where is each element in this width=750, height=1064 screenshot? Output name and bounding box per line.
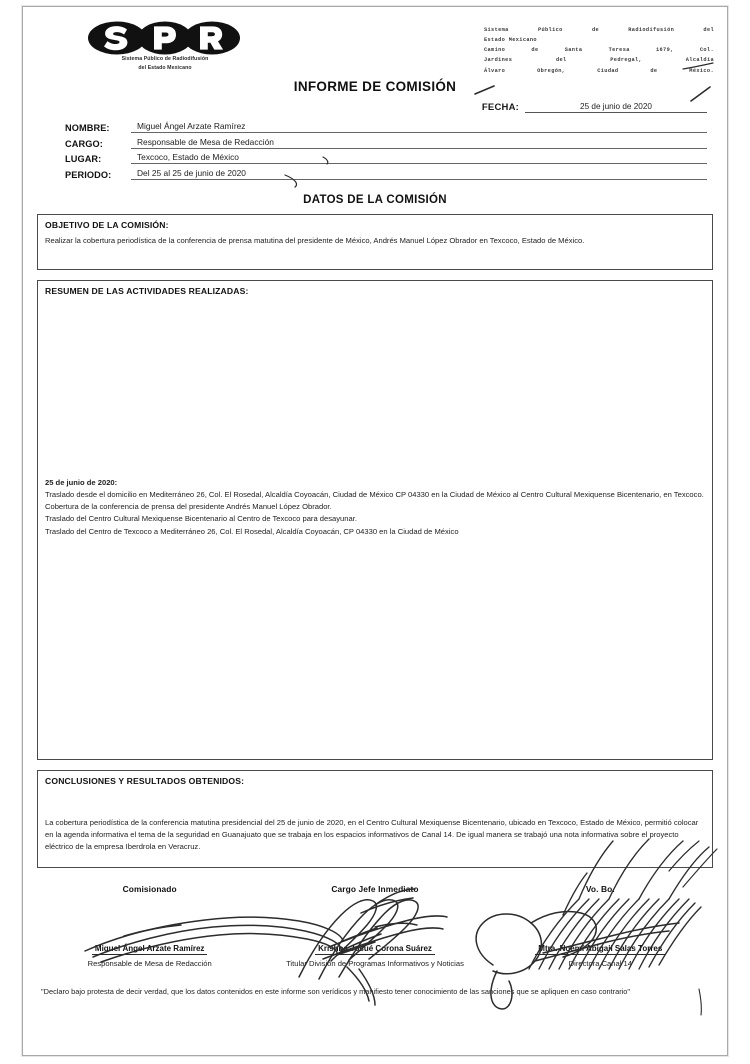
signature-name-3: Mtra. Noemí Abigail Salas Torres (535, 944, 665, 955)
objetivo-text: Realizar la cobertura periodística de la conferencia de prensa matutina del presidente de México, Andrés Manuel López Obrador en Texcoco, Estado de México. (45, 235, 585, 245)
commission-fields (37, 121, 713, 180)
address-line-2: Estado Mexicano (484, 37, 537, 44)
actividades-date-heading: 25 de junio de 2020: (45, 477, 118, 487)
signature-role-1: Comisionado (122, 883, 177, 894)
objetivo-title: OBJETIVO DE LA COMISIÓN: (45, 219, 169, 230)
signature-title-2: Titular División de Programas Informativos y Noticias (286, 958, 464, 968)
signature-title-3: Directora Canal 14 (568, 958, 632, 968)
conclusiones-box (37, 770, 713, 868)
value-lugar: Texcoco, Estado de México (131, 152, 707, 164)
label-periodo: PERIODO: (65, 169, 112, 180)
actividades-line-4: Traslado del Centro de Texcoco a Mediterráneo 26, Col. El Rosedal, Alcaldía Coyoacán, CP 04330 en la Ciudad de México (45, 526, 459, 536)
actividades-blank-space (45, 301, 705, 477)
conclusiones-text: La cobertura periodística de la conferencia matutina presidencial del 25 de junio de 2020, en el Centro Cultural Mexiquense Bicentenario, ubicado en Texcoco, Estado de México, permitió colocar en la agenda informativa el tema de la seguridad en Guanajuato que se trabaja en los espacios informativos de Canal 14. De igual manera se trabajó una nota informativa sobre el proyecto eléctrico de la empresa Iberdrola en Veracruz. (45, 817, 699, 852)
address-line-3: Camino de Santa Teresa 1679, Col. (484, 47, 714, 54)
scanned-document-page (22, 6, 728, 1056)
spr-logo (75, 21, 255, 72)
actividades-line-3: Traslado del Centro Cultural Mexiquense Bicentenario al Centro de Texcoco para desayunar. (45, 514, 357, 524)
conclusiones-blank-space (45, 791, 705, 817)
title-row (37, 77, 713, 119)
document-header (37, 17, 713, 77)
fecha-value: 25 de junio de 2020 (525, 102, 707, 113)
signature-role-2: Cargo Jefe Inmediato (331, 883, 419, 894)
signature-block-vobo (488, 884, 713, 969)
field-row-cargo (65, 137, 707, 149)
actividades-title: RESUMEN DE LAS ACTIVIDADES REALIZADAS: (45, 285, 249, 296)
signature-name-2: Krishna Josué Corona Suárez (315, 944, 435, 955)
actividades-body (45, 477, 705, 538)
field-row-lugar (65, 152, 707, 164)
declaration-text: "Declaro bajo protesta de decir verdad, que los datos contenidos en este informe son verídicos y manifiesto tener conocimiento de las sanciones que se apliquen en caso contrario" (41, 986, 631, 996)
value-cargo: Responsable de Mesa de Redacción (131, 137, 707, 149)
conclusiones-body (45, 817, 705, 854)
fecha-field (482, 102, 707, 113)
logo-subtitle-line-1: Sistema Público de Radiodifusión (121, 56, 209, 62)
label-lugar: LUGAR: (65, 154, 102, 164)
actividades-line-1: Traslado desde el domicilio en Mediterráneo 26, Col. El Rosedal, Alcaldía Coyoacán, Ciudad de México CP 04330 en la Ciudad de México al Centro Cultural Mexiquense Bicentenario, en Texcoco. (45, 489, 704, 499)
label-nombre: NOMBRE: (65, 123, 110, 133)
address-line-4: Jardines del Pedregal, Alcaldía (484, 57, 714, 64)
page-title: INFORME DE COMISIÓN (293, 79, 457, 94)
actividades-box (37, 280, 713, 760)
objetivo-body (45, 235, 705, 247)
signature-area (37, 884, 713, 970)
field-row-nombre (65, 121, 707, 133)
section-title-datos: DATOS DE LA COMISIÓN (303, 193, 447, 206)
signature-block-comisionado (37, 884, 262, 969)
label-cargo: CARGO: (65, 138, 103, 149)
header-address-block (484, 25, 714, 76)
signature-role-3: Vo. Bo. (585, 883, 615, 894)
address-line-5: Álvaro Obregón, Ciudad de México. (484, 67, 714, 74)
value-periodo: Del 25 al 25 de junio de 2020 (131, 168, 707, 180)
signature-block-jefe-inmediato (262, 884, 487, 969)
logo-subtitle-line-2: del Estado Mexicano (138, 64, 192, 71)
conclusiones-title: CONCLUSIONES Y RESULTADOS OBTENIDOS: (45, 775, 245, 786)
value-nombre: Miguel Ángel Arzate Ramírez (131, 121, 707, 133)
fecha-label: FECHA: (481, 102, 519, 113)
spr-logo-mark-icon (75, 21, 255, 55)
signature-name-1: Miguel Ángel Arzate Ramírez (92, 944, 208, 955)
actividades-line-2: Cobertura de la conferencia de prensa del presidente Andrés Manuel López Obrador. (45, 502, 332, 512)
address-line-1: Sistema Público de Radiodifusión del (484, 27, 714, 33)
signature-title-1: Responsable de Mesa de Redacción (87, 958, 212, 968)
objetivo-box (37, 214, 713, 270)
field-row-periodo (65, 168, 707, 180)
